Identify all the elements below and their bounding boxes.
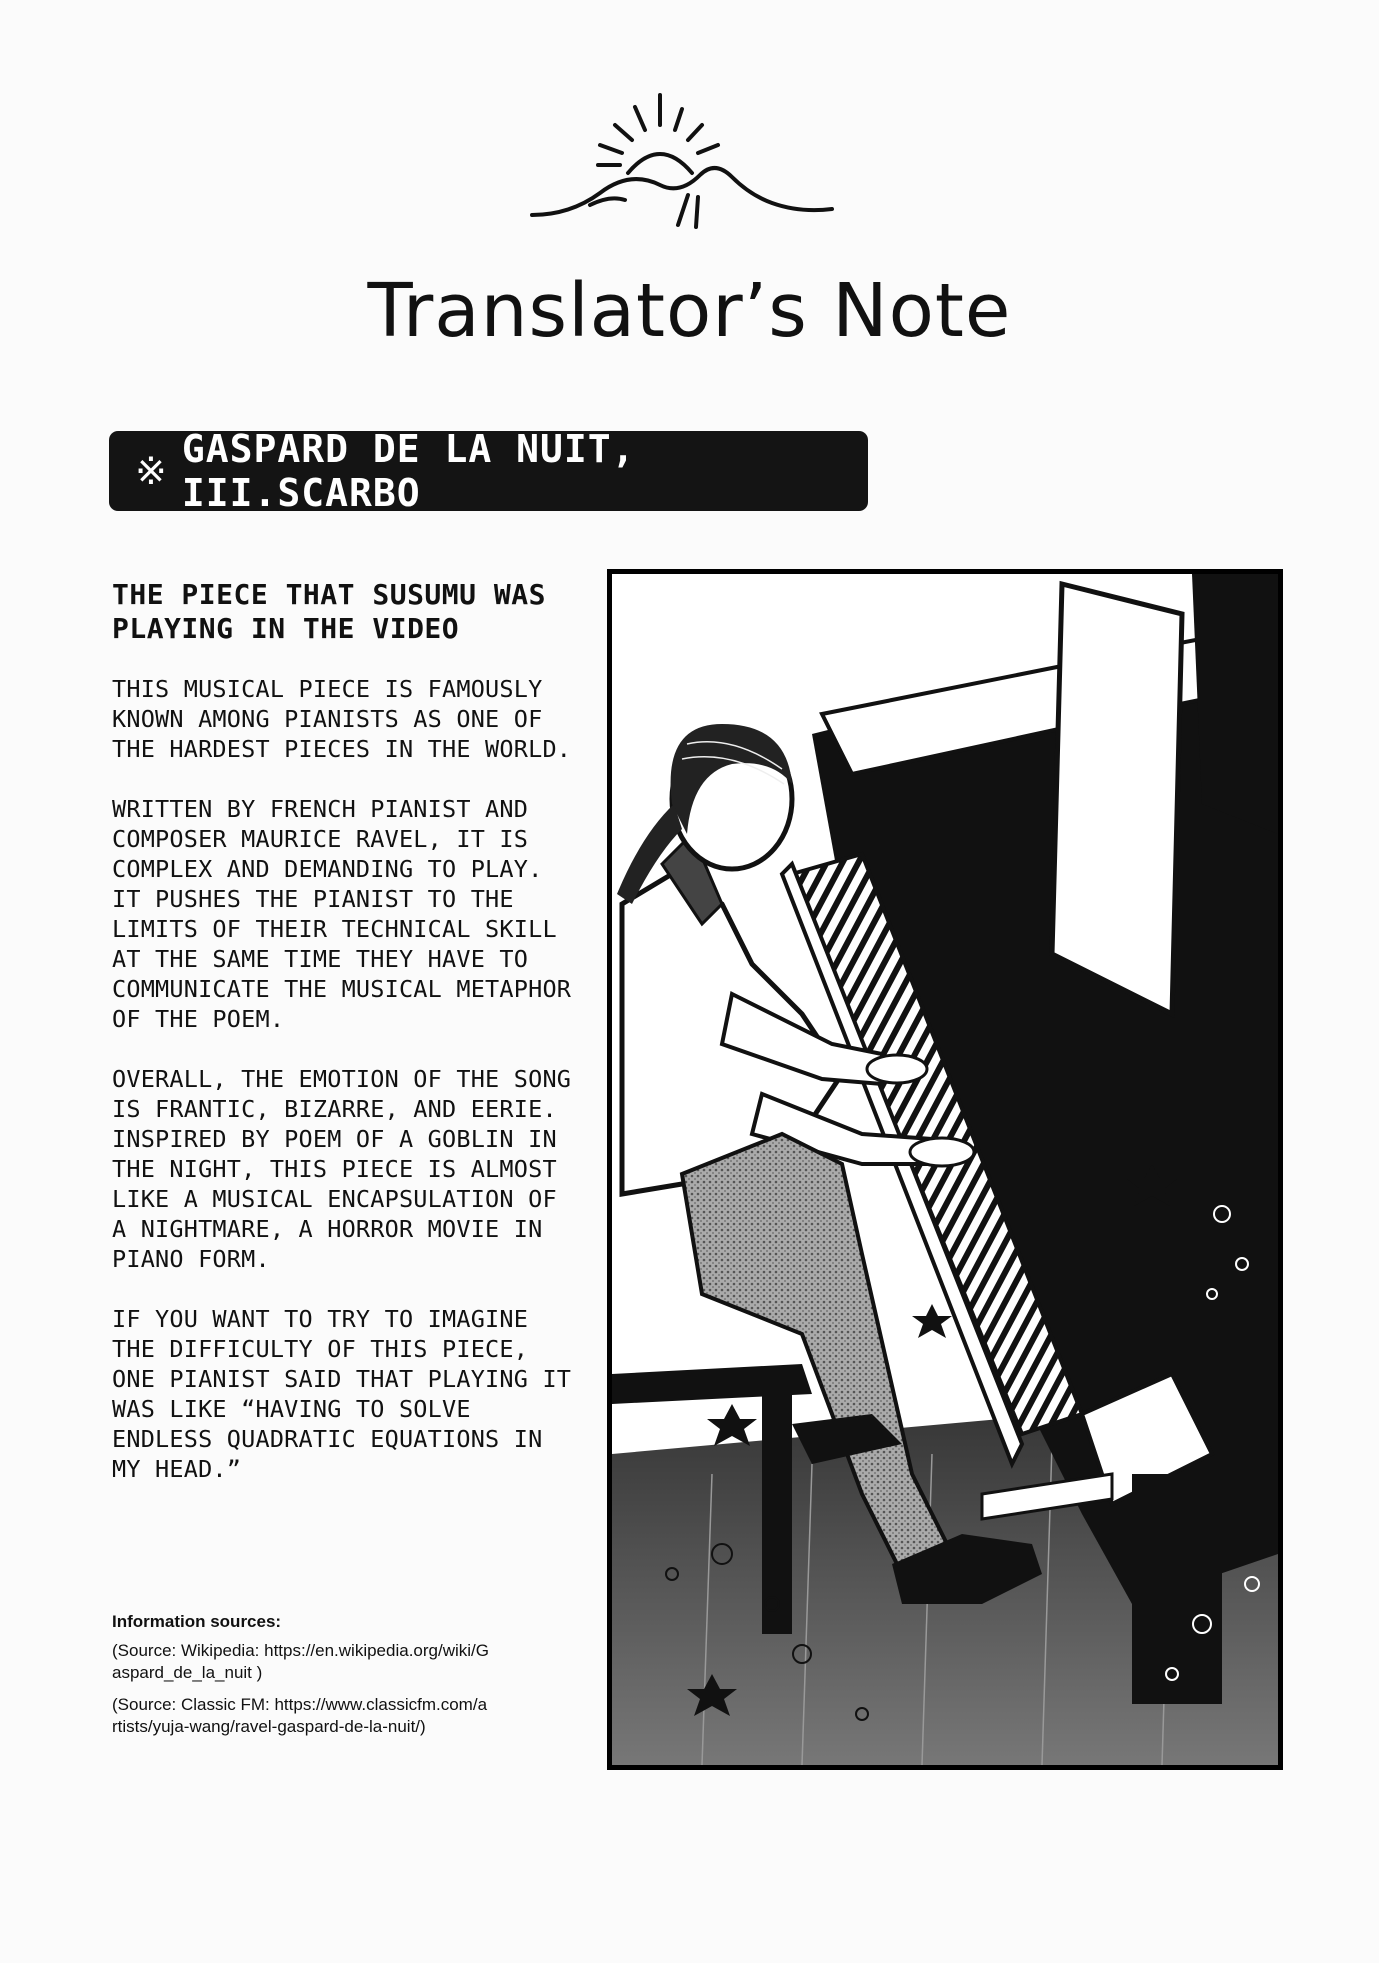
information-sources — [112, 1612, 492, 1748]
article — [112, 578, 582, 1514]
article-paragraph: THIS MUSICAL PIECE IS FAMOUSLY KNOWN AMONG PIANISTS AS ONE OF THE HARDEST PIECES IN THE WORLD. — [112, 675, 572, 763]
banner-text: GASPARD DE LA NUIT, III.SCARBO — [181, 427, 636, 515]
sunrise-mountain-logo-icon — [510, 85, 870, 245]
sources-label: Information sources: — [112, 1612, 282, 1631]
page-title: Translator’s Note — [367, 268, 1012, 354]
section-banner — [109, 427, 868, 515]
article-heading: THE PIECE THAT SUSUMU WAS PLAYING IN THE VIDEO — [112, 578, 546, 645]
article-paragraph: WRITTEN BY FRENCH PIANIST AND COMPOSER MAURICE RAVEL, IT IS COMPLEX AND DEMANDING TO PLAY. IT PUSHES THE PIANIST TO THE LIMITS OF THEIR TECHNICAL SKILL AT THE SAME TIME THEY HAVE TO COMMUNICATE THE MUSICAL METAPHOR OF THE POEM. — [112, 795, 572, 1033]
article-paragraph: OVERALL, THE EMOTION OF THE SONG IS FRANTIC, BIZARRE, AND EERIE. INSPIRED BY POEM OF A GOBLIN IN THE NIGHT, THIS PIECE IS ALMOST LIKE A MUSICAL ENCAPSULATION OF A NIGHTMARE, A HORROR MOVIE IN PIANO FORM. — [112, 1065, 572, 1273]
source-item: (Source: Wikipedia: https://en.wikipedia.org/wiki/Gaspard_de_la_nuit ) — [112, 1641, 489, 1682]
source-item: (Source: Classic FM: https://www.classicfm.com/artists/yuja-wang/ravel-gaspard-de-la-nuit/) — [112, 1695, 488, 1736]
pianist-illustration-icon — [607, 569, 1283, 1770]
article-paragraph: IF YOU WANT TO TRY TO IMAGINE THE DIFFICULTY OF THIS PIECE, ONE PIANIST SAID THAT PLAYING IT WAS LIKE “HAVING TO SOLVE ENDLESS QUADRATIC EQUATIONS IN MY HEAD.” — [112, 1305, 572, 1483]
reference-mark-icon: ※ — [135, 449, 168, 493]
